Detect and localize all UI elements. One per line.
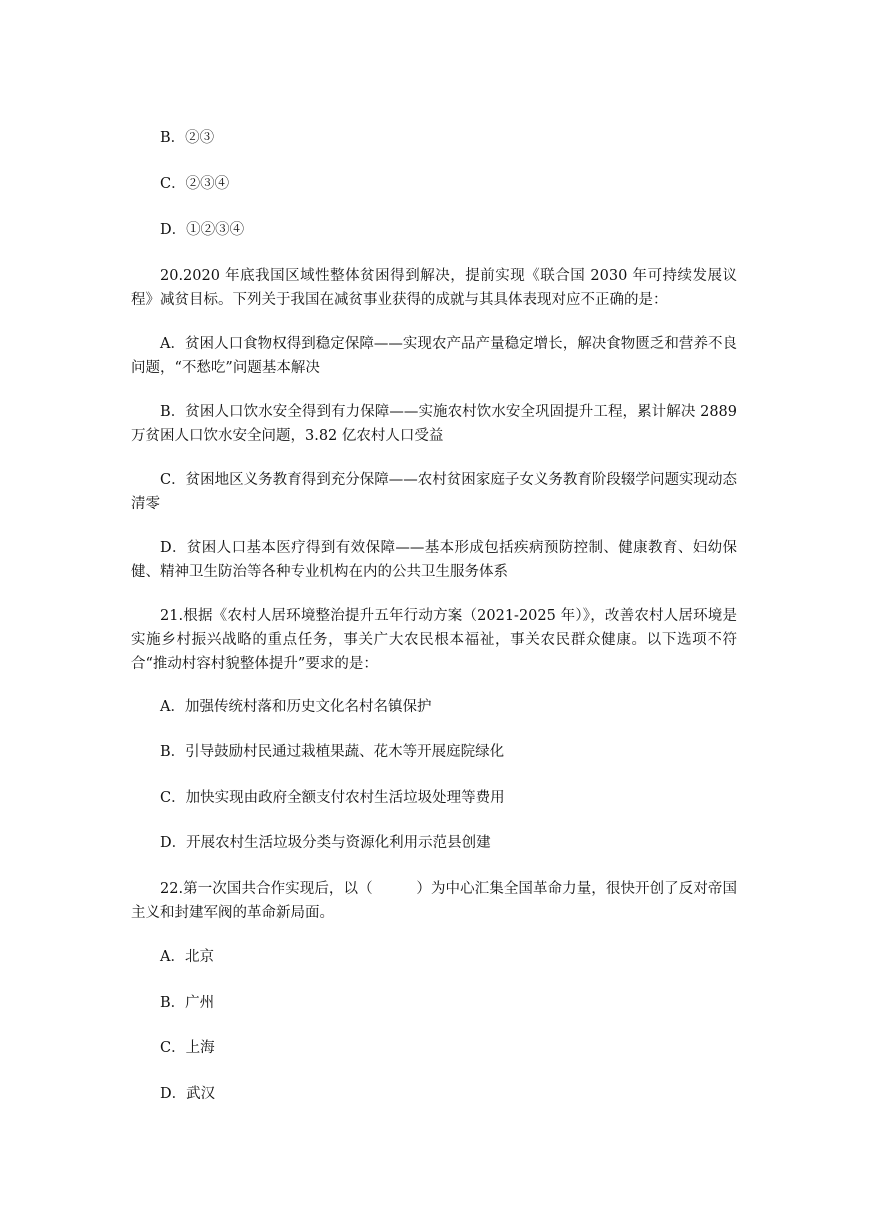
q22-option-c: C．上海 (160, 1040, 215, 1056)
q22-option-d: D．武汉 (160, 1086, 216, 1102)
q20-option-a: A．贫困人口食物权得到稳定保障——实现农产品产量稳定增长，解决食物匮乏和营养不良问题，“不愁吃”问题基本解决 (131, 336, 737, 376)
q20-option-b: B．贫困人口饮水安全得到有力保障——实施农村饮水安全巩固提升工程，累计解决 2889 万贫困人口饮水安全问题，3.82 亿农村人口受益 (131, 404, 737, 444)
q21-option-c: C．加快实现由政府全额支付农村生活垃圾处理等费用 (160, 790, 505, 806)
q22-stem: 22.第一次国共合作实现后，以（ ）为中心汇集全国革命力量，很快开创了反对帝国主义和封建军阀的革命新局面。 (131, 881, 737, 921)
q20-option-c: C．贫困地区义务教育得到充分保障——农村贫困家庭子女义务教育阶段辍学问题实现动态清零 (131, 472, 737, 512)
q19-option-b: B．②③ (160, 130, 215, 146)
q19-option-d: D．①②③④ (160, 222, 245, 238)
q20-stem: 20.2020 年底我国区域性整体贫困得到解决，提前实现《联合国 2030 年可持续发展议程》减贫目标。下列关于我国在减贫事业获得的成就与其具体表现对应不正确的是： (131, 268, 737, 308)
q21-stem: 21.根据《农村人居环境整治提升五年行动方案（2021-2025 年）》，改善农村人居环境是实施乡村振兴战略的重点任务，事关广大农民根本福祉，事关农民群众健康。以下选项不符合“推动村容村貌整体提升”要求的是： (131, 608, 737, 672)
q22-option-a: A．北京 (160, 949, 214, 965)
q19-option-c: C．②③④ (160, 176, 230, 192)
q22-option-b: B．广州 (160, 995, 215, 1011)
q20-option-d: D．贫困人口基本医疗得到有效保障——基本形成包括疾病预防控制、健康教育、妇幼保健、精神卫生防治等各种专业机构在内的公共卫生服务体系 (131, 540, 737, 580)
q21-option-d: D．开展农村生活垃圾分类与资源化利用示范县创建 (160, 835, 491, 851)
q21-option-a: A．加强传统村落和历史文化名村名镇保护 (160, 699, 432, 715)
q21-option-b: B．引导鼓励村民通过栽植果蔬、花木等开展庭院绿化 (160, 744, 505, 760)
